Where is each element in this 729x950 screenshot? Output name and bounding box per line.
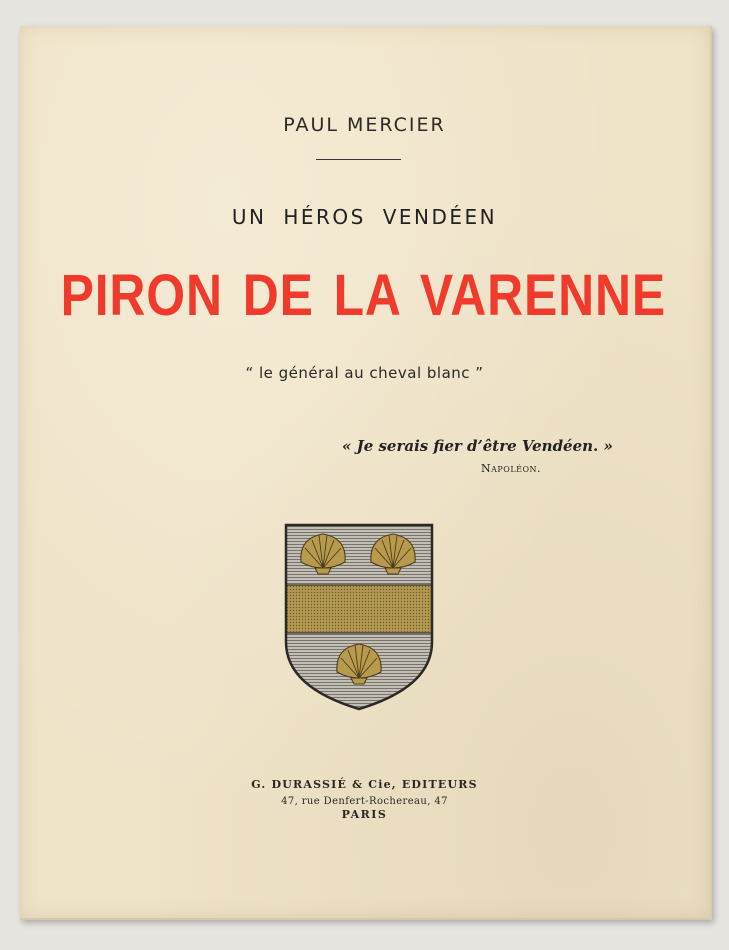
publisher-name: G. DURASSIÉ & Cie, EDITEURS (251, 778, 478, 791)
book-subtitle: UN HÉROS VENDÉEN (231, 205, 498, 229)
author-name: PAUL MERCIER (283, 114, 446, 136)
publisher-address: 47, rue Denfert-Rochereau, 47 (281, 796, 448, 807)
book-motto: “ le général au cheval blanc ” (245, 364, 484, 382)
epigraph-author: Napoléon. (481, 462, 542, 475)
epigraph-quote: « Je serais fier d’être Vendéen. » (342, 437, 613, 455)
book-title: PIRON DE LA VARENNE (60, 263, 667, 328)
publisher-city: PARIS (341, 808, 388, 821)
divider-rule (316, 159, 401, 160)
coat-of-arms-icon (283, 522, 435, 712)
